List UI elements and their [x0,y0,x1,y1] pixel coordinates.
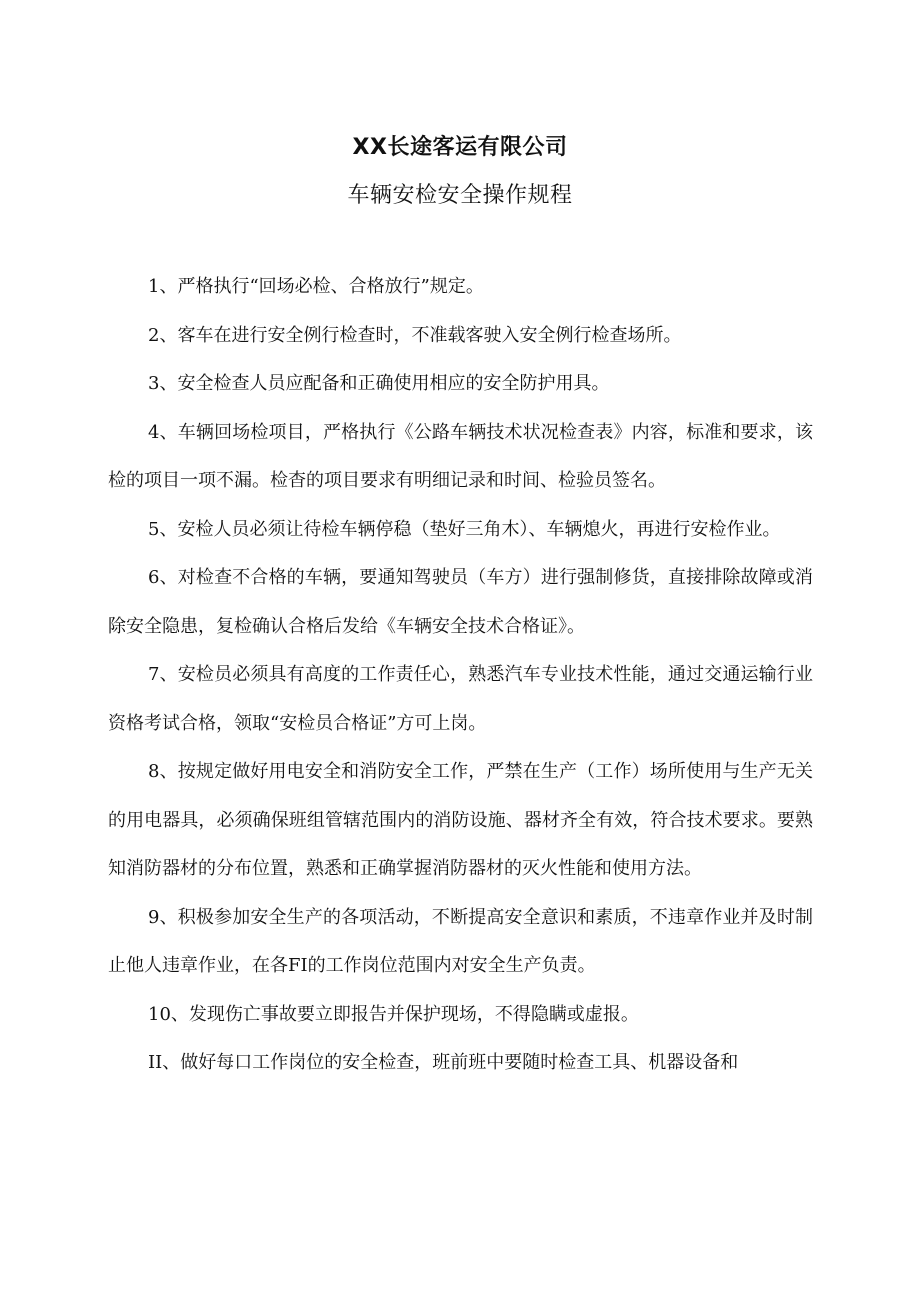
paragraph-6: 6、对检查不合格的车辆，要通知驾驶员（车方）进行强制修货，直接排除故障或消除安全隐患，复检确认合格后发给《车辆安全技术合格证》。 [108,567,813,637]
paragraph-9: 9、积极参加安全生产的各项活动，不断提高安全意识和素质，不违章作业并及时制止他人违章作业，在各FI的工作岗位范围内对安全生产负责。 [108,906,813,976]
company-name: XX长途客运有限公司 [352,135,568,160]
paragraph-4: 4、车辆回场检项目，严格执行《公路车辆技术状况检查表》内容，标准和要求，该检的项目一项不漏。检杳的项目要求有明细记录和时间、检验员签名。 [108,421,813,491]
document-title: 车辆安检安全操作规程 [347,183,573,208]
paragraph-10: 10、发现伤亡事故要立即报告并保护现场，不得隐瞒或虚报。 [148,1003,639,1025]
document-body [108,263,813,1088]
paragraph-2: 2、客车在进行安全例行检查时，不准载客驶入安全例行检查场所。 [148,324,682,346]
paragraph-8: 8、按规定做好用电安全和消防安全工作，严禁在生产（工作）场所使用与生产无关的用电器具，必须确保班组管辖范围内的消防设施、器材齐全有效，符合技术要求。要熟知消防器材的分布位置，熟悉和正确掌握消防器材的灭火性能和使用方法。 [108,761,813,879]
paragraph-7: 7、安检员必须具有高度的工作责任心，熟悉汽车专业技术性能，通过交通运输行业资格考试合格，领取“安检员合格证”方可上岗。 [108,664,813,734]
paragraph-1: 1、严格执行“回场必检、合格放行”规定。 [148,276,484,297]
paragraph-3: 3、安全检查人员应配备和正确使用相应的安全防护用具。 [148,373,610,394]
paragraph-5: 5、安检人员必须让待检车辆停稳（垫好三角木）、车辆熄火，再进行安检作业。 [148,518,781,540]
paragraph-11: II、做好每口工作岗位的安全检查，班前班中要随时检查工具、机器设备和 [148,1052,739,1073]
